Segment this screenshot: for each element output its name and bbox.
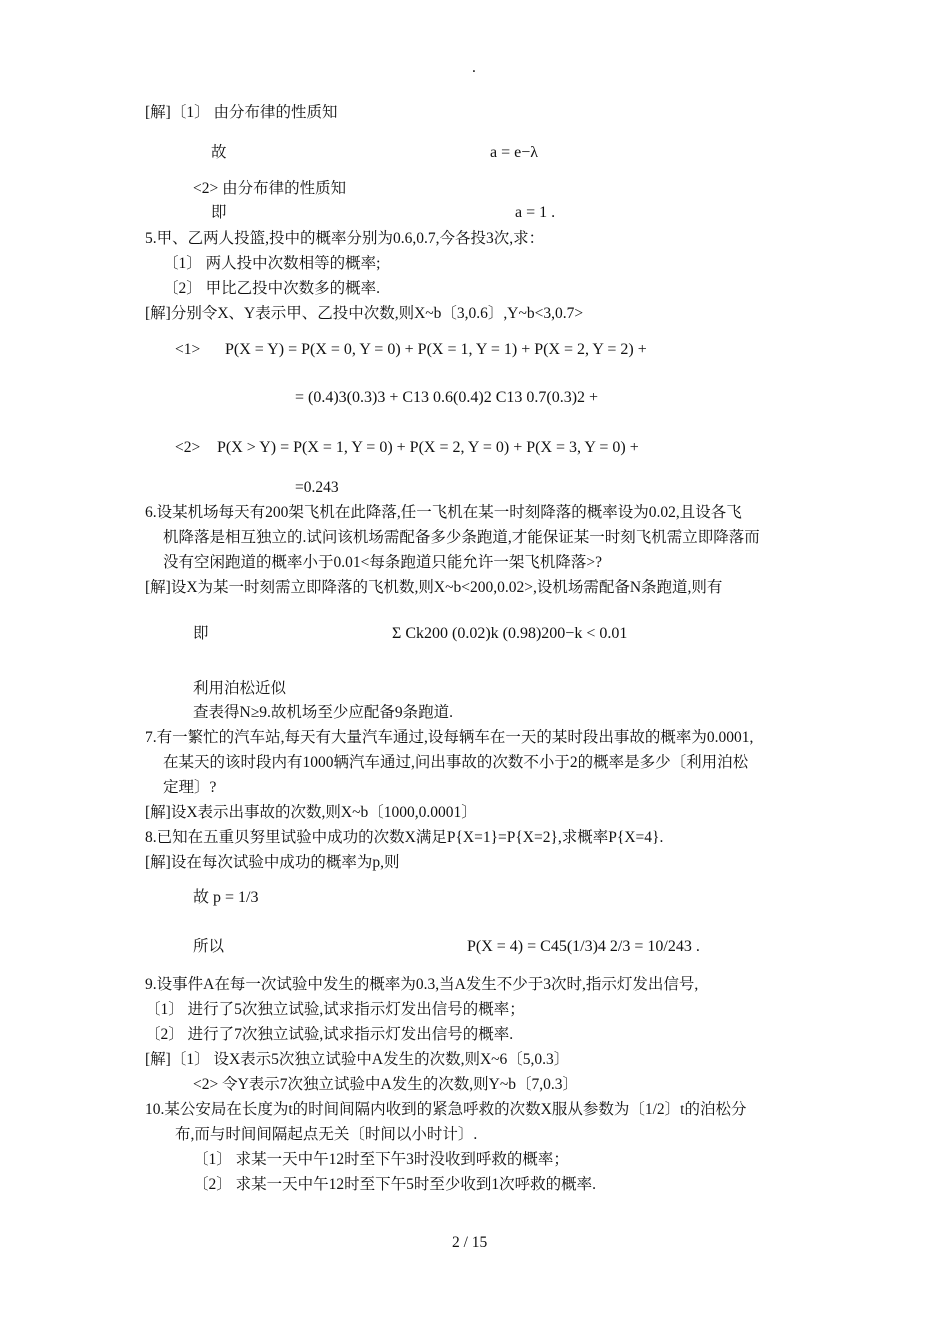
solution-6: [解]设X为某一时刻需立即降落的飞机数,则X~b<200,0.02>,设机场需配备N条跑道,则有 — [145, 579, 723, 596]
formula-p-third: 故 p = 1/3 — [193, 889, 259, 906]
part2-label: <2> — [175, 439, 201, 456]
formula-p-greater: P(X > Y) = P(X = 1, Y = 0) + P(X = 2, Y = 0) + P(X = 3, Y = 0) + — [217, 439, 639, 456]
solution-9-part2: <2> 令Y表示7次独立试验中A发生的次数,则Y~b〔7,0.3〕 — [193, 1076, 578, 1093]
formula-a-exp: a = e−λ — [490, 144, 539, 161]
solution-5: [解]分别令X、Y表示甲、乙投中次数,则X~b〔3,0.6〕,Y~b<3,0.7> — [145, 305, 584, 322]
so-label: 故 — [211, 144, 227, 161]
problem-10-part2: 〔2〕 求某一天中午12时至下午5时至少收到1次呼救的概率. — [193, 1176, 597, 1193]
problem-9-part2: 〔2〕 进行了7次独立试验,试求指示灯发出信号的概率. — [145, 1026, 514, 1043]
ie-label-2: 即 — [193, 625, 209, 642]
problem-10-line2: 布,而与时间间隔起点无关〔时间以小时计〕. — [175, 1126, 478, 1143]
problem-10-part1: 〔1〕 求某一天中午12时至下午3时没收到呼救的概率； — [193, 1151, 569, 1168]
problem-5-part1: 〔1〕 两人投中次数相等的概率; — [163, 255, 381, 272]
solution-4-part2: <2> 由分布律的性质知 — [193, 180, 347, 197]
formula-p-x4: P(X = 4) = C45(1/3)4 2/3 = 10/243 . — [467, 938, 700, 955]
problem-5-part2: 〔2〕 甲比乙投中次数多的概率. — [163, 280, 381, 297]
therefore-label: 所以 — [193, 938, 225, 955]
problem-6-line1: 6.设某机场每天有200架飞机在此降落,任一飞机在某一时刻降落的概率设为0.02,且设各飞 — [145, 504, 742, 521]
problem-7-line3: 定理〕? — [163, 779, 217, 796]
problem-10-line1: 10.某公安局在长度为t的时间间隔内收到的紧急呼救的次数X服从参数为〔1/2〕t的泊松分 — [145, 1101, 747, 1118]
table-lookup-result: 查表得N≥9.故机场至少应配备9条跑道. — [193, 704, 453, 721]
problem-8: 8.已知在五重贝努里试验中成功的次数X满足P{X=1}=P{X=2},求概率P{X=4}. — [145, 829, 664, 846]
formula-sum-binomial: Σ Ck200 (0.02)k (0.98)200−k < 0.01 — [392, 625, 628, 642]
solution-8: [解]设在每次试验中成功的概率为p,则 — [145, 854, 400, 871]
formula-p-equal-expanded: = (0.4)3(0.3)3 + C13 0.6(0.4)2 C13 0.7(0.3)2 + — [295, 389, 599, 406]
solution-9-part1: [解]〔1〕 设X表示5次独立试验中A发生的次数,则X~6〔5,0.3〕 — [145, 1051, 570, 1068]
part1-label: <1> — [175, 341, 201, 358]
solution-4-part1: [解]〔1〕 由分布律的性质知 — [145, 104, 338, 121]
problem-9-part1: 〔1〕 进行了5次独立试验,试求指示灯发出信号的概率； — [145, 1001, 525, 1018]
problem-6-line2: 机降落是相互独立的.试问该机场需配备多少条跑道,才能保证某一时刻飞机需立即降落而 — [163, 529, 760, 546]
header-dot: . — [472, 59, 476, 76]
problem-5: 5.甲、乙两人投篮,投中的概率分别为0.6,0.7,今各投3次,求： — [145, 230, 545, 247]
poisson-approx-note: 利用泊松近似 — [193, 680, 287, 697]
problem-6-line3: 没有空闲跑道的概率小于0.01<每条跑道只能允许一架飞机降落>? — [163, 554, 602, 571]
formula-a-one: a = 1 . — [515, 204, 556, 221]
result-0243: =0.243 — [295, 479, 339, 496]
ie-label: 即 — [211, 204, 227, 221]
formula-p-equal: P(X = Y) = P(X = 0, Y = 0) + P(X = 1, Y = 1) + P(X = 2, Y = 2) + — [225, 341, 647, 358]
solution-7: [解]设X表示出事故的次数,则X~b〔1000,0.0001〕 — [145, 804, 477, 821]
problem-9: 9.设事件A在每一次试验中发生的概率为0.3,当A发生不少于3次时,指示灯发出信号, — [145, 976, 699, 993]
page-number: 2 / 15 — [452, 1234, 488, 1251]
problem-7-line1: 7.有一繁忙的汽车站,每天有大量汽车通过,设每辆车在一天的某时段出事故的概率为0.0001, — [145, 729, 754, 746]
problem-7-line2: 在某天的该时段内有1000辆汽车通过,问出事故的次数不小于2的概率是多少〔利用泊松 — [163, 754, 749, 771]
